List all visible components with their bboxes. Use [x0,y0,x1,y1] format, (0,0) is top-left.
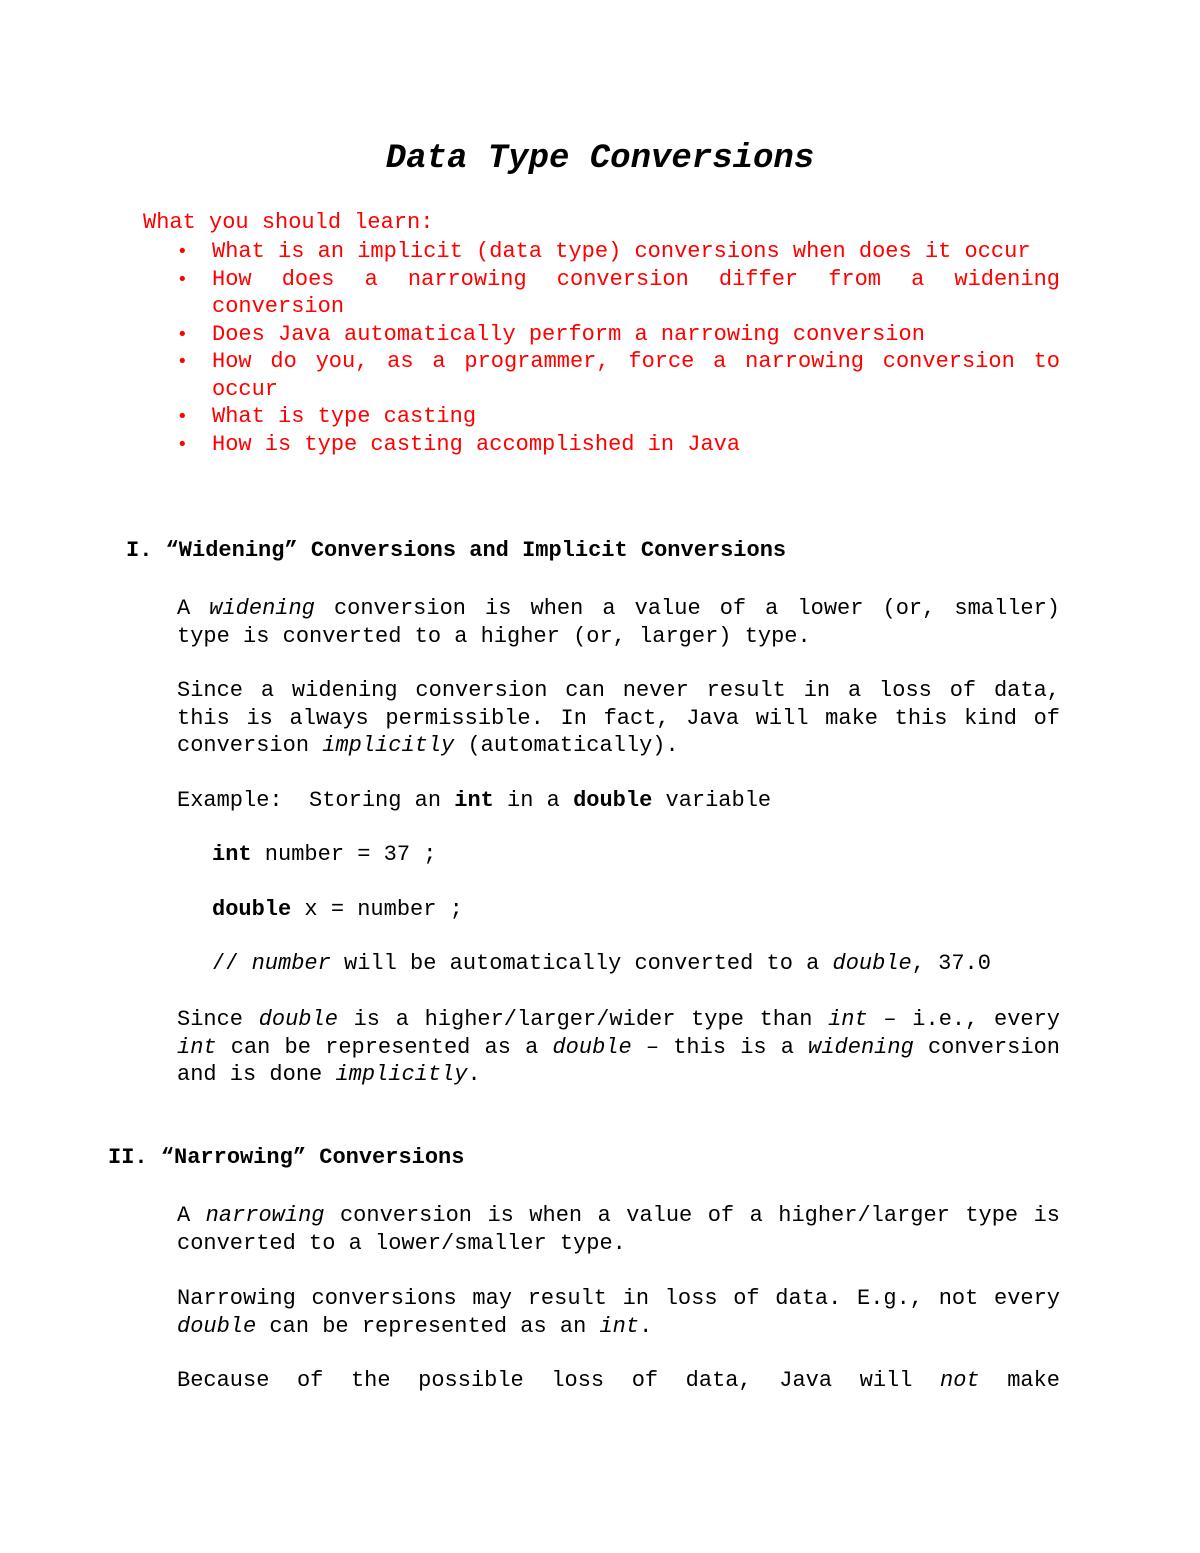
section-numeral: I. [126,538,153,563]
paragraph: Example: Storing an int in a double variable [177,788,772,813]
bullet-icon: • [177,323,188,345]
list-item: • How does a narrowing conversion differ from a widening conversion [177,266,1060,319]
list-item: • How do you, as a programmer, force a narrowing conversion to occur [177,349,1060,402]
bullet-icon: • [177,406,188,427]
bullet-icon: • [177,241,188,262]
section-title: “Narrowing” Conversions [160,1145,465,1170]
paragraph: Since double is a higher/larger/wider type than int – i.e., every int can be represented as a double – this is a widening conversion and is done implicitly. [177,1007,1060,1087]
list-item: • What is an implicit (data type) conversions when does it occur [177,239,1031,264]
learn-list [143,238,1060,458]
paragraph: A widening conversion is when a value of a lower (or, smaller) type is converted to a higher (or, larger) type. [177,596,1060,649]
paragraph: Since a widening conversion can never result in a loss of data, this is always permissible. In fact, Java will make this kind of conversion implicitly (automatically). [177,678,1060,758]
bullet-icon: • [177,433,188,455]
list-item: • What is type casting [177,404,477,429]
list-item: • How is type casting accomplished in Java [177,431,741,457]
page-title: Data Type Conversions [385,140,815,178]
code-line: int number = 37 ; [212,842,437,867]
paragraph: A narrowing conversion is when a value of a higher/larger type is converted to a lower/smaller type. [177,1203,1061,1256]
section-numeral: II. [108,1145,148,1170]
paragraph: Narrowing conversions may result in loss of data. E.g., not every double can be represented as an int. [177,1286,1060,1339]
code-comment: // number will be automatically converted to a double, 37.0 [212,951,991,976]
section-heading [126,538,786,563]
bullet-icon: • [177,268,188,290]
bullet-icon: • [177,351,188,372]
paragraph: Because of the possible loss of data, Java will not make [177,1368,1061,1393]
learn-heading: What you should learn: [143,210,434,235]
code-line: double x = number ; [212,897,463,922]
section-title: “Widening” Conversions and Implicit Conversions [165,538,787,563]
section-heading [108,1145,464,1170]
list-item: • Does Java automatically perform a narrowing conversion [177,321,925,347]
